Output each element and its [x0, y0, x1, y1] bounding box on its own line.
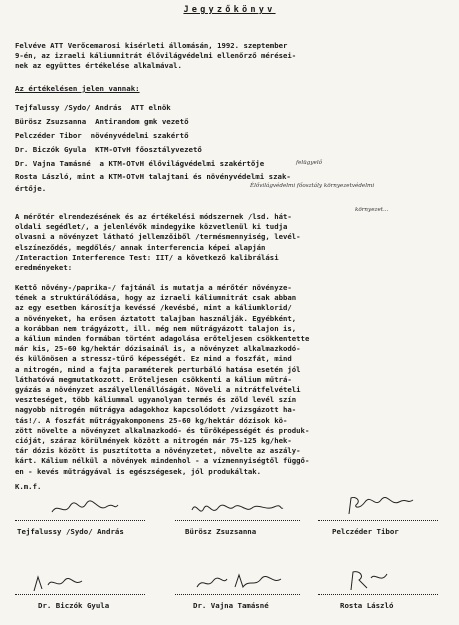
attendee-item: értője.	[15, 184, 47, 194]
signature-scribble	[190, 498, 285, 520]
signature-scribble	[345, 568, 395, 594]
signatory-name: Pelczéder Tibor	[332, 527, 399, 536]
signatory-name: Dr. Vajna Tamásné	[193, 601, 269, 610]
attendee-item: Dr. Vajna Tamásné a KTM-OTvH élővilágvédelmi szakértője	[15, 158, 265, 168]
handwritten-annotation: környezet...	[355, 207, 389, 213]
signature-line	[318, 520, 438, 521]
results-line: az egy esetben károsítja kevéssé /kevésbé, mint a káliumklorid/	[15, 303, 292, 313]
signature-scribble	[30, 573, 90, 595]
document-title: Jegyzőkönyv	[183, 5, 276, 15]
results-line: cióját, száraz körülmények között a nitrogén már 75-125 kg/hek-	[15, 436, 292, 446]
attendees-section	[15, 82, 447, 193]
results-line: tének a struktúrálódása, hogy az izraeli káliumnitrát csak abban	[15, 293, 297, 303]
attendee-item: Bürösz Zsuzsanna Antirandom gmk vezető	[15, 116, 189, 126]
attendee-item: Tejfalussy /Sydo/ András ATT elnök	[15, 102, 171, 112]
signature-line	[15, 520, 145, 521]
signature-line	[175, 594, 300, 595]
signature-line	[15, 594, 145, 595]
results-paragraph	[15, 283, 447, 477]
results-line: gyázás a növényzet aszályellenállóságát. Növeli a nitrátfelvételi	[15, 385, 301, 395]
signatory-name: Dr. Biczók Gyula	[38, 601, 110, 610]
signature-scribble	[195, 571, 285, 595]
results-line: a nitrogén, mind a fajta paraméterek perturbáló hatása esetén jól	[15, 364, 301, 374]
signatory-name: Tejfalussy /Sydo/ András	[17, 527, 124, 536]
results-line: veszteséget, több káliummal ugyanolyan termés és zöld levél szín	[15, 395, 297, 405]
intro-paragraph	[15, 41, 447, 72]
attendees-heading: Az értékelésen jelen vannak:	[15, 84, 140, 93]
method-line: eredményeket:	[15, 263, 73, 273]
results-line: nagyobb nitrogén műtrágya adagokhoz kapcsolódott /vizsgázott ha-	[15, 405, 297, 415]
results-line: zött növelte a növényzet alkalmazkodó- és tűrőképességét és produk-	[15, 425, 310, 435]
results-line: kárt. Kálium nélkül a növények mindenhol - a vízmennyiségtől függő-	[15, 456, 310, 466]
method-line: olvasni a növényzet látható jellemzőiből /termésmennyiség, levél-	[15, 232, 301, 242]
signature-line	[175, 520, 300, 521]
results-line: a növényeket, ha erősen áztatott talajban használják. Egyébként,	[15, 313, 297, 323]
results-line: és különösen a stressz-tűrő képességét. Ez mind a foszfát, mind	[15, 354, 292, 364]
method-line: oldali segédlet/, a jelenlévők mindegyike közvetlenül ki tudja	[15, 222, 288, 232]
kmf-mark: K.m.f.	[15, 482, 42, 491]
intro-line: nek az együttes értékelése alkalmával.	[15, 61, 182, 71]
method-line: A mérőtér elrendezésének és az értékelési módszernek /lsd. hát-	[15, 212, 292, 221]
results-line: a kálium minden formában történt adagolása erőteljesen csökkentette	[15, 334, 310, 344]
results-line: en - kevés műtrágyával is egészségesek, jól produkáltak.	[15, 466, 262, 476]
signatory-name: Bürösz Zsuzsanna	[185, 527, 257, 536]
results-line: láthatóvá megmutatkozott. Erőteljesen csökkenti a kálium műtrá-	[15, 374, 292, 384]
intro-line: 9-én, az izraeli káliumnitrát élővilágvédelmi ellenőrző mérései-	[15, 51, 297, 61]
handwritten-annotation: Élővilágvédelmi főosztály környezetvédelmi	[250, 183, 375, 189]
intro-line: Felvéve ATT Verőcemarosi kisérleti állomásán, 1992. szeptember	[15, 41, 288, 50]
results-line: a korábban nem trágyázott, ill. még nem műtrágyázott talajon is,	[15, 323, 297, 333]
signatory-name: Rosta László	[340, 601, 394, 610]
results-line: Kettő növény-/paprika-/ fajtánál is mutatja a mérőtér növényze-	[15, 283, 292, 292]
signature-scribble	[345, 494, 415, 518]
results-line: tár dózis között is pusztította a növényzetet, növelte az aszály-	[15, 446, 301, 456]
method-paragraph	[15, 212, 447, 273]
handwritten-annotation: felügyelő	[296, 160, 322, 166]
attendee-item: Rosta László, mint a KTM-OTvH talajtani és növényvédelmi szak-	[15, 172, 291, 182]
signature-line	[318, 594, 438, 595]
method-line: /Interaction Interference Test: IIT/ a következő kalibrálási	[15, 252, 279, 262]
signature-scribble	[50, 498, 120, 520]
method-line: elszíneződés, megdőlés/ annak interferencia képei alapján	[15, 242, 266, 252]
results-line: már kis, 25-60 kg/hektár dózisainál is, a növényzet alkalmazkodó-	[15, 344, 301, 354]
attendee-item: Dr. Biczók Gyula KTM-OTvH főosztályvezető	[15, 144, 202, 154]
results-line: tás!/. A foszfát műtrágyakomponens 25-60 kg/hektár dózisok kö-	[15, 415, 288, 425]
attendee-item: Pelczéder Tibor növényvédelmi szakértő	[15, 130, 189, 140]
